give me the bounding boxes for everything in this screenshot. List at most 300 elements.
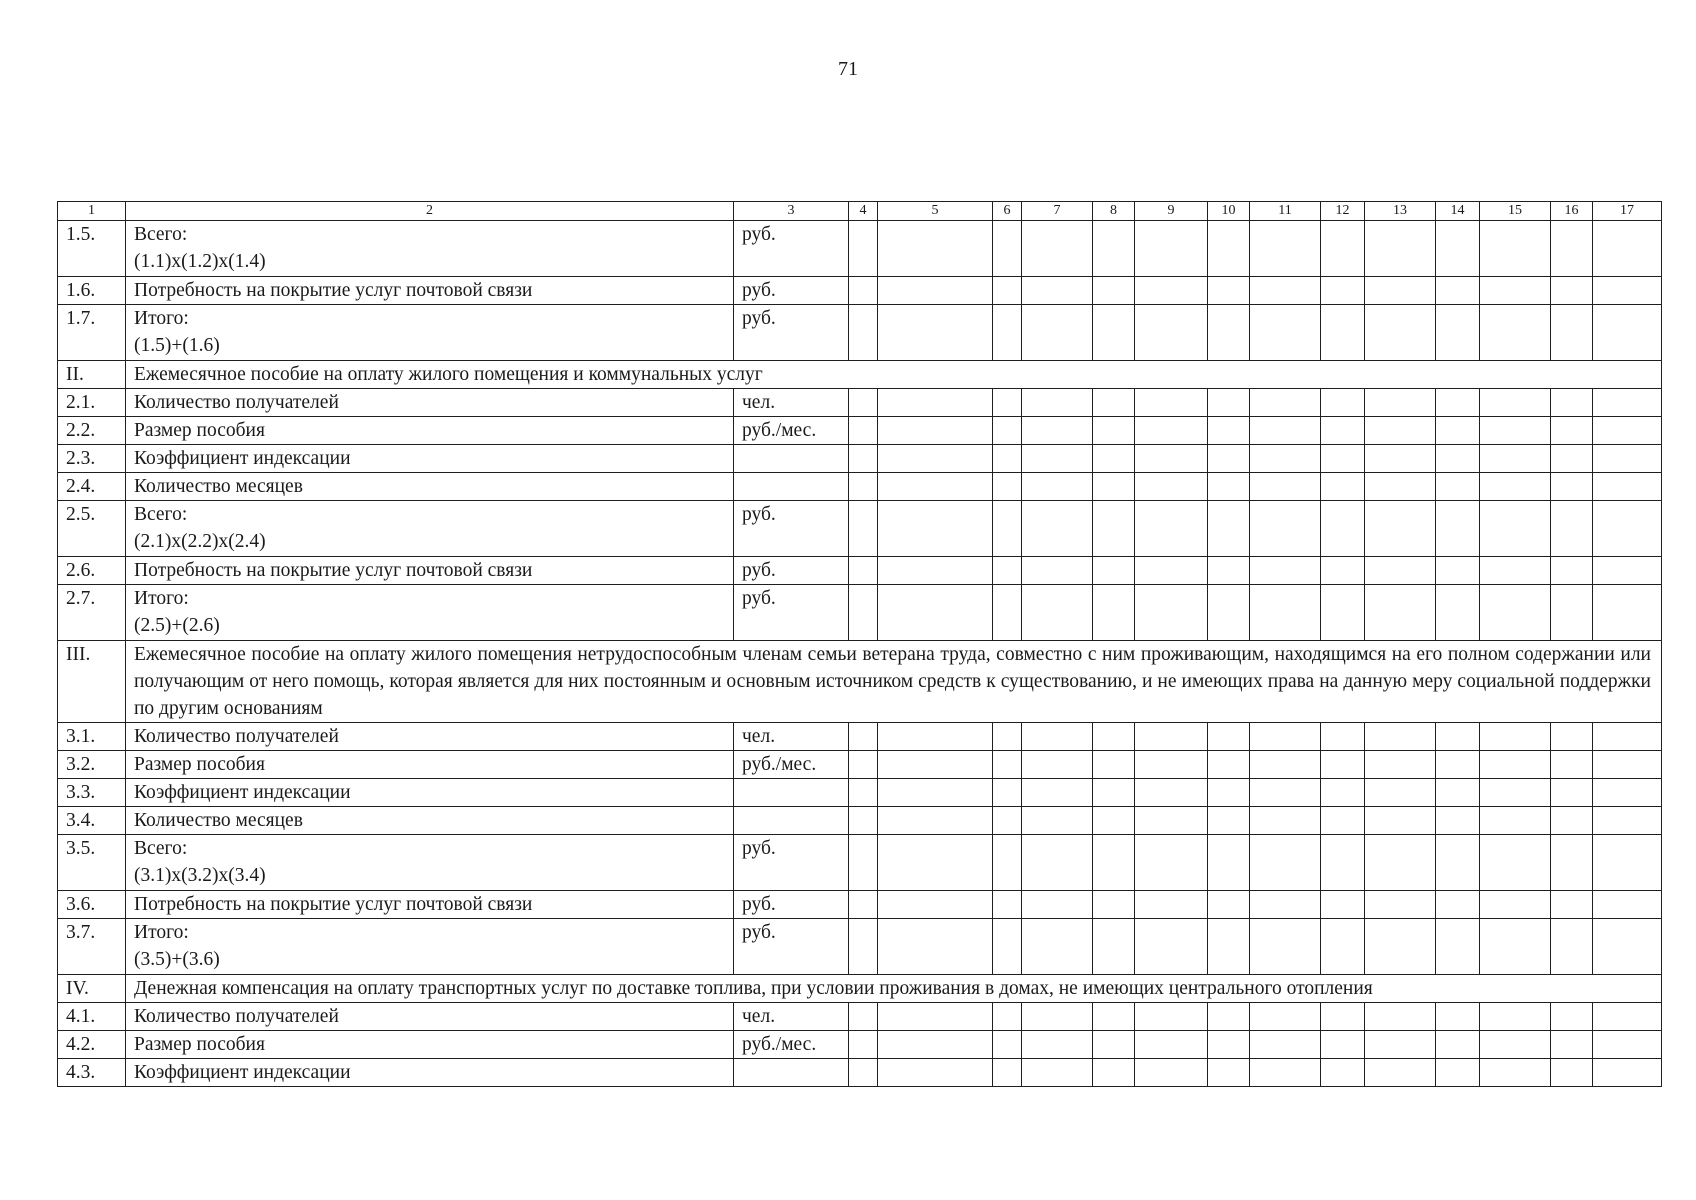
value-cell [1135,723,1208,751]
value-cell [1135,835,1208,891]
value-cell [1321,221,1365,277]
value-cell [993,835,1022,891]
value-cell [1321,417,1365,445]
row-label-text: Количество получателей [134,726,339,747]
value-cell [1135,585,1208,641]
value-cell [1321,891,1365,919]
value-cell [1593,1003,1662,1031]
value-cell [993,779,1022,807]
table-row [58,835,1662,891]
table-row [58,277,1662,305]
value-cell [1135,807,1208,835]
value-cell [993,417,1022,445]
value-cell [1480,779,1551,807]
value-cell [849,221,878,277]
value-cell [1022,1003,1093,1031]
row-number: 2.7. [58,585,126,641]
value-cell [1365,751,1436,779]
value-cell [1093,723,1135,751]
row-unit: чел. [734,723,849,751]
value-cell [1551,585,1593,641]
value-cell [993,1003,1022,1031]
row-label [126,585,734,641]
value-cell [1093,305,1135,361]
table-row [58,1003,1662,1031]
value-cell [1022,1059,1093,1087]
value-cell [1208,1031,1250,1059]
row-number: 1.5. [58,221,126,277]
value-cell [1093,445,1135,473]
value-cell [849,585,878,641]
value-cell [1321,277,1365,305]
value-cell [1022,779,1093,807]
value-cell [1593,445,1662,473]
value-cell [1135,1059,1208,1087]
value-cell [1208,1003,1250,1031]
value-cell [1208,891,1250,919]
row-number: 2.2. [58,417,126,445]
value-cell [1135,305,1208,361]
value-cell [1022,891,1093,919]
value-cell [1551,751,1593,779]
value-cell [1365,417,1436,445]
value-cell [1093,891,1135,919]
value-cell [1093,473,1135,501]
value-cell [1208,835,1250,891]
value-cell [1436,221,1480,277]
row-label-text: Коэффициент индексации [134,448,351,469]
value-cell [1208,919,1250,975]
value-cell [993,501,1022,557]
value-cell [1365,723,1436,751]
value-cell [1436,1031,1480,1059]
value-cell [1135,445,1208,473]
value-cell [1365,389,1436,417]
value-cell [849,779,878,807]
value-cell [1593,501,1662,557]
table-row [58,389,1662,417]
value-cell [1480,919,1551,975]
value-cell [1551,501,1593,557]
row-number: 2.4. [58,473,126,501]
value-cell [1365,277,1436,305]
value-cell [1250,1059,1321,1087]
row-number: 3.2. [58,751,126,779]
value-cell [878,891,993,919]
value-cell [1365,779,1436,807]
value-cell [993,277,1022,305]
row-number: 2.6. [58,557,126,585]
value-cell [1321,835,1365,891]
value-cell [878,751,993,779]
value-cell [1551,1031,1593,1059]
column-number-cell: 11 [1250,202,1321,221]
row-label-text: Размер пособия [134,754,265,775]
column-number-cell: 2 [126,202,734,221]
row-number: 1.7. [58,305,126,361]
value-cell [1093,277,1135,305]
value-cell [849,389,878,417]
value-cell [1321,1003,1365,1031]
value-cell [1593,389,1662,417]
row-label [126,1003,734,1031]
row-unit: руб. [734,919,849,975]
value-cell [1093,1031,1135,1059]
value-cell [1208,473,1250,501]
value-cell [1593,305,1662,361]
table-row [58,305,1662,361]
value-cell [1551,473,1593,501]
value-cell [878,221,993,277]
value-cell [849,919,878,975]
value-cell [1551,557,1593,585]
table-row [58,723,1662,751]
value-cell [849,445,878,473]
value-cell [1480,501,1551,557]
value-cell [1551,221,1593,277]
row-label-text: Количество получателей [134,1006,339,1027]
value-cell [878,389,993,417]
column-number-cell: 1 [58,202,126,221]
value-cell [1135,779,1208,807]
value-cell [1593,417,1662,445]
value-cell [1321,1059,1365,1087]
value-cell [1321,751,1365,779]
value-cell [1593,779,1662,807]
value-cell [1551,891,1593,919]
column-number-cell: 15 [1480,202,1551,221]
value-cell [878,277,993,305]
value-cell [1135,751,1208,779]
value-cell [1551,389,1593,417]
value-cell [1250,417,1321,445]
row-label-text: Потребность на покрытие услуг почтовой связи [134,560,533,581]
row-label-text: Итого: [134,922,189,943]
value-cell [1321,389,1365,417]
value-cell [1208,1059,1250,1087]
value-cell [1022,751,1093,779]
row-unit: руб. [734,891,849,919]
column-number-cell: 6 [993,202,1022,221]
table-row [58,501,1662,557]
row-label-text: Размер пособия [134,1034,265,1055]
value-cell [1480,473,1551,501]
section-header-row [58,975,1662,1003]
value-cell [1022,1031,1093,1059]
row-number: 2.3. [58,445,126,473]
section-header-row [58,361,1662,389]
row-label [126,473,734,501]
row-unit [734,473,849,501]
value-cell [1593,557,1662,585]
value-cell [1208,807,1250,835]
value-cell [993,807,1022,835]
value-cell [1321,305,1365,361]
row-formula: (2.5)+(2.6) [134,615,220,636]
value-cell [1551,277,1593,305]
value-cell [1135,221,1208,277]
value-cell [993,445,1022,473]
row-label-text: Коэффициент индексации [134,1062,351,1083]
value-cell [849,501,878,557]
value-cell [1365,1031,1436,1059]
value-cell [993,1059,1022,1087]
value-cell [1093,585,1135,641]
value-cell [1436,779,1480,807]
value-cell [1480,807,1551,835]
section-title: Ежемесячное пособие на оплату жилого помещения нетрудоспособным членам семьи ветерана труда, совместно с ним проживающим, находящимся на его полном содержании или получающим от него помощь, которая является для них постоянным и основным источником средств к существованию, и не имеющих права на данную меру социальной поддержки по другим основаниям [126,641,1662,723]
row-label-text: Итого: [134,588,189,609]
value-cell [1022,305,1093,361]
value-cell [1365,807,1436,835]
value-cell [1436,1059,1480,1087]
value-cell [1551,779,1593,807]
table-row [58,751,1662,779]
value-cell [1250,807,1321,835]
budget-calculation-table [57,201,1662,1087]
value-cell [1093,1059,1135,1087]
value-cell [1250,919,1321,975]
value-cell [1135,417,1208,445]
row-unit: руб. [734,835,849,891]
value-cell [1436,277,1480,305]
value-cell [1593,473,1662,501]
value-cell [1480,417,1551,445]
row-number: IV. [58,975,126,1003]
value-cell [878,1059,993,1087]
row-number: 3.5. [58,835,126,891]
column-number-row [58,202,1662,221]
value-cell [849,305,878,361]
value-cell [1480,557,1551,585]
row-label-text: Размер пособия [134,420,265,441]
value-cell [1551,445,1593,473]
row-label [126,835,734,891]
value-cell [1321,501,1365,557]
value-cell [1250,501,1321,557]
value-cell [1135,1031,1208,1059]
table-row [58,919,1662,975]
row-number: 2.5. [58,501,126,557]
value-cell [1436,445,1480,473]
value-cell [1250,305,1321,361]
row-unit [734,445,849,473]
column-number-cell: 14 [1436,202,1480,221]
table-row [58,557,1662,585]
column-number-cell: 8 [1093,202,1135,221]
value-cell [1093,557,1135,585]
value-cell [1135,891,1208,919]
column-number-cell: 5 [878,202,993,221]
value-cell [1551,417,1593,445]
value-cell [1093,1003,1135,1031]
value-cell [1321,445,1365,473]
value-cell [1135,277,1208,305]
value-cell [1250,585,1321,641]
value-cell [1250,779,1321,807]
row-number: 4.2. [58,1031,126,1059]
row-unit: руб. [734,585,849,641]
value-cell [1022,221,1093,277]
value-cell [1135,919,1208,975]
value-cell [1208,751,1250,779]
value-cell [1480,1031,1551,1059]
value-cell [993,891,1022,919]
value-cell [1480,891,1551,919]
row-unit [734,1059,849,1087]
row-unit: чел. [734,389,849,417]
value-cell [993,389,1022,417]
value-cell [1436,751,1480,779]
value-cell [1480,723,1551,751]
column-number-cell: 17 [1593,202,1662,221]
row-formula: (3.1)х(3.2)х(3.4) [134,865,266,886]
row-label [126,501,734,557]
value-cell [1250,891,1321,919]
value-cell [849,1031,878,1059]
row-formula: (1.5)+(1.6) [134,335,220,356]
row-number: II. [58,361,126,389]
value-cell [1321,557,1365,585]
row-label [126,557,734,585]
row-label [126,723,734,751]
table-body [58,202,1662,1087]
row-number: III. [58,641,126,723]
value-cell [1593,891,1662,919]
value-cell [993,585,1022,641]
value-cell [1365,835,1436,891]
value-cell [1593,751,1662,779]
row-label-text: Итого: [134,308,189,329]
value-cell [1321,723,1365,751]
value-cell [878,1031,993,1059]
value-cell [1593,221,1662,277]
column-number-cell: 7 [1022,202,1093,221]
value-cell [1022,277,1093,305]
value-cell [878,473,993,501]
value-cell [1093,835,1135,891]
value-cell [878,305,993,361]
column-number-cell: 9 [1135,202,1208,221]
section-title: Ежемесячное пособие на оплату жилого помещения и коммунальных услуг [126,361,1662,389]
value-cell [1208,417,1250,445]
value-cell [1365,1059,1436,1087]
value-cell [1135,557,1208,585]
value-cell [849,807,878,835]
row-number: 3.3. [58,779,126,807]
value-cell [849,751,878,779]
value-cell [993,751,1022,779]
value-cell [1593,723,1662,751]
row-unit: чел. [734,1003,849,1031]
value-cell [1365,891,1436,919]
value-cell [1365,473,1436,501]
value-cell [1365,221,1436,277]
value-cell [1480,389,1551,417]
value-cell [1480,751,1551,779]
row-number: 4.1. [58,1003,126,1031]
value-cell [1208,221,1250,277]
value-cell [1022,585,1093,641]
value-cell [1022,445,1093,473]
value-cell [1250,473,1321,501]
row-label [126,779,734,807]
value-cell [1436,891,1480,919]
value-cell [1093,417,1135,445]
value-cell [1593,1031,1662,1059]
value-cell [1551,1003,1593,1031]
value-cell [1022,835,1093,891]
value-cell [878,417,993,445]
row-unit: руб. [734,221,849,277]
value-cell [1208,585,1250,641]
row-number: 4.3. [58,1059,126,1087]
value-cell [1551,1059,1593,1087]
value-cell [1250,1003,1321,1031]
value-cell [993,221,1022,277]
row-label [126,221,734,277]
value-cell [1022,919,1093,975]
column-number-cell: 13 [1365,202,1436,221]
value-cell [1436,723,1480,751]
row-formula: (3.5)+(3.6) [134,949,220,970]
value-cell [1093,221,1135,277]
row-unit: руб./мес. [734,751,849,779]
value-cell [1208,501,1250,557]
value-cell [1093,751,1135,779]
value-cell [878,807,993,835]
row-label-text: Всего: [134,224,188,245]
value-cell [1480,305,1551,361]
value-cell [1022,501,1093,557]
value-cell [1551,807,1593,835]
row-label [126,1059,734,1087]
value-cell [878,919,993,975]
value-cell [1321,473,1365,501]
value-cell [1480,585,1551,641]
value-cell [1208,277,1250,305]
value-cell [1208,445,1250,473]
value-cell [1321,807,1365,835]
value-cell [1480,221,1551,277]
row-label-text: Всего: [134,504,188,525]
value-cell [878,779,993,807]
value-cell [1208,305,1250,361]
row-label-text: Потребность на покрытие услуг почтовой связи [134,894,533,915]
value-cell [1321,1031,1365,1059]
row-number: 1.6. [58,277,126,305]
row-label [126,277,734,305]
value-cell [1436,389,1480,417]
value-cell [849,891,878,919]
value-cell [878,585,993,641]
row-number: 3.7. [58,919,126,975]
value-cell [1022,473,1093,501]
value-cell [1436,1003,1480,1031]
row-unit [734,807,849,835]
table-row [58,445,1662,473]
value-cell [1208,779,1250,807]
value-cell [1436,919,1480,975]
value-cell [878,557,993,585]
value-cell [1551,305,1593,361]
value-cell [1436,835,1480,891]
value-cell [1135,501,1208,557]
value-cell [849,557,878,585]
value-cell [1208,557,1250,585]
value-cell [1135,389,1208,417]
value-cell [1250,277,1321,305]
